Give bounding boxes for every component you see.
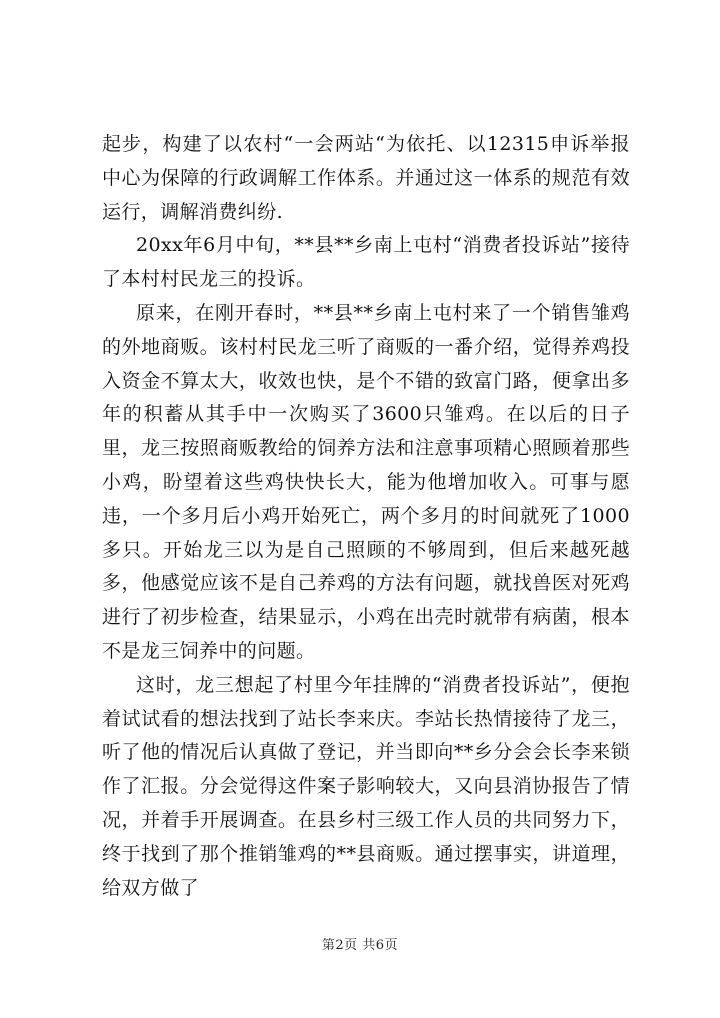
paragraph-mediation: 这时，龙三想起了村里今年挂牌的“消费者投诉站”，便抱着试试看的想法找到了站长李来庆。李站长热情接待了龙三，听了他的情况后认真做了登记，并当即向**乡分会会长李来锁作了汇报。分会觉得这件案子影响较大，又向县消协报告了情况，并着手开展调查。在县乡村三级工作人员的共同努力下，终于找到了那个推销雏鸡的**县商贩。通过摆事实，讲道理，给双方做了 (102, 673, 630, 899)
paragraph-continuation: 起步，构建了以农村“一会两站“为依托、以12315申诉举报中心为保障的行政调解工作体系。并通过这一体系的规范有效运行，调解消费纠纷. (102, 133, 630, 223)
document-body (102, 128, 630, 905)
paragraph-complaint-received: 20xx年6月中旬，**县**乡南上屯村“消费者投诉站”接待了本村村民龙三的投诉。 (102, 234, 630, 291)
paragraph-background: 原来，在刚开春时，**县**乡南上屯村来了一个销售雏鸡的外地商贩。该村村民龙三听了商贩的一番介绍，觉得养鸡投入资金不算太大，收效也快，是个不错的致富门路，便拿出多年的积蓄从其手中一次购买了3600只雏鸡。在以后的日子里，龙三按照商贩教给的饲养方法和注意事项精心照顾着那些小鸡，盼望着这些鸡快快长大，能为他增加收入。可事与愿违，一个多月后小鸡开始死亡，两个多月的时间就死了1000多只。开始龙三以为是自己照顾的不够周到，但后来越死越多，他感觉应该不是自己养鸡的方法有问题，就找兽医对死鸡进行了初步检查，结果显示，小鸡在出壳时就带有病菌，根本不是龙三饲养中的问题。 (102, 301, 630, 662)
page-footer: 第2页 共6页 (321, 938, 399, 953)
